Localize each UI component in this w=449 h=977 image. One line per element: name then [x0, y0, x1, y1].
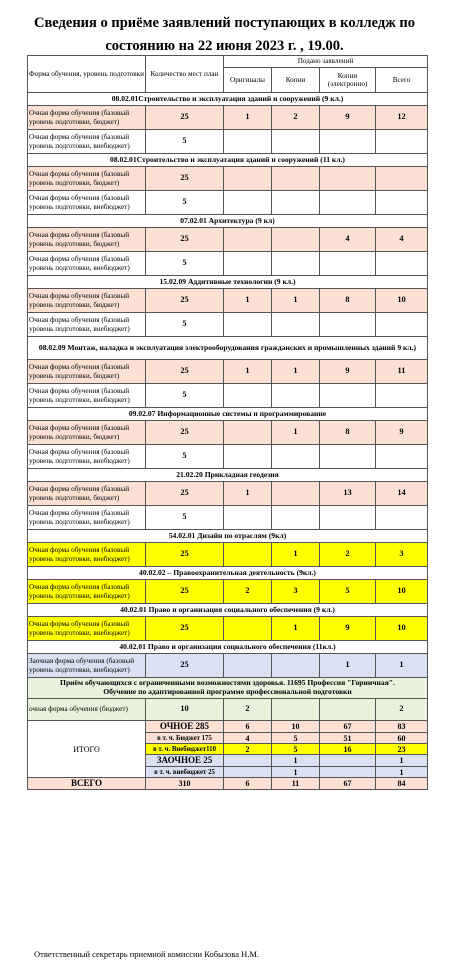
row-label: Очная форма обучения (базовый уровень подготовки, бюджет) — [28, 106, 146, 130]
el-value: 5 — [320, 580, 376, 604]
el-value — [320, 252, 376, 276]
table-row — [28, 289, 428, 313]
copies-value: 5 — [272, 744, 320, 755]
total-value — [376, 313, 428, 337]
table-row — [28, 106, 428, 130]
el-value: 13 — [320, 482, 376, 506]
totals-row-label: в т. ч. внебюджет 25 — [146, 767, 224, 778]
total-value: 14 — [376, 482, 428, 506]
places-value: 25 — [146, 228, 224, 252]
total-value: 11 — [376, 360, 428, 384]
total-value: 3 — [376, 543, 428, 567]
table-row — [28, 445, 428, 469]
row-label: Очная форма обучения (базовый уровень подготовки, внебюджет) — [28, 543, 146, 567]
section-title: 15.02.09 Аддитивные технологии (9 кл.) — [28, 276, 428, 289]
table-row — [28, 543, 428, 567]
places-value: 25 — [146, 580, 224, 604]
section-title: 40.02.02 – Правоохранительная деятельность (9кл.) — [28, 567, 428, 580]
copies-value — [272, 445, 320, 469]
totals-row-label: в т. ч. Бюджет 175 — [146, 733, 224, 744]
places-value: 25 — [146, 106, 224, 130]
copies-value — [272, 506, 320, 530]
special-line-2: Обучение по адаптированной программе профессиональной подготовки — [103, 687, 352, 696]
special-row — [28, 699, 428, 721]
section-title-row — [28, 567, 428, 580]
section-title: 21.02.20 Прикладная геодезия — [28, 469, 428, 482]
el-value: 9 — [320, 360, 376, 384]
section-title: 09.02.07 Информационные системы и программирование — [28, 408, 428, 421]
total-value: 9 — [376, 421, 428, 445]
total-value: 84 — [376, 778, 428, 790]
table-row — [28, 421, 428, 445]
copies-value — [272, 482, 320, 506]
total-value — [376, 384, 428, 408]
places-value: 25 — [146, 654, 224, 678]
el-value — [320, 445, 376, 469]
totals-row-label: ОЧНОЕ 285 — [146, 721, 224, 733]
places-value: 25 — [146, 360, 224, 384]
table-row — [28, 506, 428, 530]
row-label: очная форма обучения (бюджет) — [28, 699, 146, 721]
footer-signature: Ответственный секретарь приемной комиссии Кобызова Н.М. — [34, 949, 260, 959]
orig-value — [224, 167, 272, 191]
section-title-row — [28, 215, 428, 228]
section-title-row — [28, 337, 428, 360]
orig-value: 1 — [224, 482, 272, 506]
copies-value — [272, 167, 320, 191]
totals-row — [28, 721, 428, 733]
orig-value — [224, 617, 272, 641]
row-label: Очная форма обучения (базовый уровень подготовки, бюджет) — [28, 360, 146, 384]
el-value: 1 — [320, 654, 376, 678]
places-value: 25 — [146, 617, 224, 641]
orig-value — [224, 252, 272, 276]
total-value — [376, 191, 428, 215]
el-value: 8 — [320, 421, 376, 445]
total-value — [376, 167, 428, 191]
copies-value: 1 — [272, 767, 320, 778]
el-value: 2 — [320, 543, 376, 567]
copies-value — [272, 654, 320, 678]
copies-value: 1 — [272, 755, 320, 767]
orig-value — [224, 543, 272, 567]
header-copies: Копии — [272, 68, 320, 93]
orig-value: 1 — [224, 106, 272, 130]
row-label: Очная форма обучения (базовый уровень подготовки, внебюджет) — [28, 617, 146, 641]
section-title-row — [28, 154, 428, 167]
total-value: 23 — [376, 744, 428, 755]
header-form: Форма обучения, уровень подготовки — [28, 56, 146, 93]
orig-value — [224, 445, 272, 469]
el-value — [320, 699, 376, 721]
total-value — [376, 445, 428, 469]
el-value: 9 — [320, 106, 376, 130]
total-value — [376, 130, 428, 154]
places-value: 25 — [146, 482, 224, 506]
table-row — [28, 580, 428, 604]
el-value: 51 — [320, 733, 376, 744]
section-title: 40.02.01 Право и организация социального обеспечения (11кл.) — [28, 641, 428, 654]
section-title: 08.02.01Строительство и эксплуатация зданий и сооружений (9 кл.) — [28, 93, 428, 106]
orig-value — [224, 313, 272, 337]
row-label: Очная форма обучения (базовый уровень подготовки, внебюджет) — [28, 384, 146, 408]
total-value: 83 — [376, 721, 428, 733]
row-label: Очная форма обучения (базовый уровень подготовки, внебюджет) — [28, 445, 146, 469]
totals-row-label: в т. ч. Внебюджет110 — [146, 744, 224, 755]
table-row — [28, 130, 428, 154]
places-value: 25 — [146, 543, 224, 567]
row-label: Очная форма обучения (базовый уровень подготовки, бюджет) — [28, 421, 146, 445]
total-value: 10 — [376, 617, 428, 641]
orig-value: 2 — [224, 699, 272, 721]
section-title-row — [28, 408, 428, 421]
el-value: 4 — [320, 228, 376, 252]
table-row — [28, 360, 428, 384]
table-row — [28, 228, 428, 252]
copies-value: 1 — [272, 289, 320, 313]
section-title: 08.02.01Строительство и эксплуатация зданий и сооружений (11 кл.) — [28, 154, 428, 167]
row-label: Заочная форма обучения (базовый уровень подготовки, внебюджет) — [28, 654, 146, 678]
el-value — [320, 313, 376, 337]
places-value: 310 — [146, 778, 224, 790]
admissions-table — [27, 55, 428, 790]
section-title-row — [28, 276, 428, 289]
copies-value — [272, 313, 320, 337]
table-row — [28, 252, 428, 276]
places-value: 5 — [146, 313, 224, 337]
orig-value: 2 — [224, 580, 272, 604]
header-copies-el: Копии (электронно) — [320, 68, 376, 93]
copies-value — [272, 699, 320, 721]
section-title: 08.02.09 Монтаж, наладка и эксплуатация электрооборудования гражданских и промышленных зданий 9 кл.) — [28, 337, 428, 360]
copies-value — [272, 252, 320, 276]
table-row — [28, 191, 428, 215]
copies-value: 1 — [272, 543, 320, 567]
el-value — [320, 506, 376, 530]
row-label: Очная форма обучения (базовый уровень подготовки, внебюджет) — [28, 252, 146, 276]
special-section-row — [28, 678, 428, 699]
copies-value — [272, 130, 320, 154]
total-value: 10 — [376, 289, 428, 313]
el-value — [320, 167, 376, 191]
copies-value: 2 — [272, 106, 320, 130]
row-label: Очная форма обучения (базовый уровень подготовки, бюджет) — [28, 167, 146, 191]
special-section-title — [28, 678, 428, 699]
places-value: 5 — [146, 384, 224, 408]
total-value: 12 — [376, 106, 428, 130]
orig-value: 4 — [224, 733, 272, 744]
orig-value: 6 — [224, 721, 272, 733]
section-title: 07.02.01 Архитектура (9 кл) — [28, 215, 428, 228]
el-value — [320, 191, 376, 215]
places-value: 5 — [146, 252, 224, 276]
row-label: Очная форма обучения (базовый уровень подготовки, внебюджет) — [28, 313, 146, 337]
copies-value: 1 — [272, 421, 320, 445]
section-title-row — [28, 641, 428, 654]
places-value: 25 — [146, 421, 224, 445]
copies-value: 3 — [272, 580, 320, 604]
total-value: 1 — [376, 755, 428, 767]
section-title: 54.02.01 Дизайн по отраслям (9кл) — [28, 530, 428, 543]
table-row — [28, 617, 428, 641]
section-title-row — [28, 530, 428, 543]
table-row — [28, 654, 428, 678]
el-value — [320, 384, 376, 408]
el-value — [320, 755, 376, 767]
total-value: 60 — [376, 733, 428, 744]
header-submitted: Подано заявлений — [224, 56, 428, 68]
places-value: 25 — [146, 167, 224, 191]
el-value — [320, 130, 376, 154]
copies-value — [272, 228, 320, 252]
copies-value: 10 — [272, 721, 320, 733]
places-value: 10 — [146, 699, 224, 721]
copies-value: 11 — [272, 778, 320, 790]
copies-value: 1 — [272, 360, 320, 384]
page-subtitle: состоянию на 22 июня 2023 г. , 19.00. — [105, 38, 344, 54]
page-title: Сведения о приёме заявлений поступающих в колледж по — [34, 15, 415, 31]
section-title: 40.02.01 Право и организация социального обеспечения (9 кл.) — [28, 604, 428, 617]
table-row — [28, 384, 428, 408]
total-value: 1 — [376, 654, 428, 678]
total-value — [376, 506, 428, 530]
copies-value — [272, 191, 320, 215]
table-row — [28, 482, 428, 506]
total-value: 4 — [376, 228, 428, 252]
orig-value — [224, 384, 272, 408]
header-originals: Оригиналы — [224, 68, 272, 93]
orig-value: 1 — [224, 289, 272, 313]
orig-value — [224, 755, 272, 767]
row-label: Очная форма обучения (базовый уровень подготовки, бюджет) — [28, 482, 146, 506]
orig-value — [224, 654, 272, 678]
total-value: 10 — [376, 580, 428, 604]
copies-value — [272, 384, 320, 408]
places-value: 5 — [146, 130, 224, 154]
table-row — [28, 313, 428, 337]
header-total: Всего — [376, 68, 428, 93]
total-value: 1 — [376, 767, 428, 778]
orig-value — [224, 130, 272, 154]
section-title-row — [28, 604, 428, 617]
el-value: 8 — [320, 289, 376, 313]
copies-value: 5 — [272, 733, 320, 744]
special-line-1: Приём обучающихся с ограниченными возможностями здоровья. 11695 Профессия "Горничная". — [60, 678, 395, 688]
header-places: Количество мест план — [146, 56, 224, 93]
places-value: 25 — [146, 289, 224, 313]
section-title-row — [28, 93, 428, 106]
row-label: Очная форма обучения (базовый уровень подготовки, внебюджет) — [28, 130, 146, 154]
row-label: Очная форма обучения (базовый уровень подготовки, внебюджет) — [28, 191, 146, 215]
el-value: 67 — [320, 721, 376, 733]
orig-value — [224, 191, 272, 215]
row-label: Очная форма обучения (базовый уровень подготовки, бюджет) — [28, 228, 146, 252]
grand-total-row — [28, 778, 428, 790]
section-title-row — [28, 469, 428, 482]
orig-value — [224, 421, 272, 445]
total-value — [376, 252, 428, 276]
totals-label: ИТОГО — [28, 721, 146, 778]
totals-row-label: ЗАОЧНОЕ 25 — [146, 755, 224, 767]
places-value: 5 — [146, 191, 224, 215]
orig-value — [224, 767, 272, 778]
total-value: 2 — [376, 699, 428, 721]
el-value — [320, 767, 376, 778]
el-value: 67 — [320, 778, 376, 790]
row-label: Очная форма обучения (базовый уровень подготовки, внебюджет) — [28, 580, 146, 604]
orig-value — [224, 228, 272, 252]
el-value: 16 — [320, 744, 376, 755]
orig-value: 6 — [224, 778, 272, 790]
places-value: 5 — [146, 506, 224, 530]
orig-value: 2 — [224, 744, 272, 755]
el-value: 9 — [320, 617, 376, 641]
places-value: 5 — [146, 445, 224, 469]
orig-value — [224, 506, 272, 530]
row-label: Очная форма обучения (базовый уровень подготовки, внебюджет) — [28, 506, 146, 530]
row-label: Очная форма обучения (базовый уровень подготовки, бюджет) — [28, 289, 146, 313]
copies-value: 1 — [272, 617, 320, 641]
table-row — [28, 167, 428, 191]
orig-value: 1 — [224, 360, 272, 384]
grand-total-label: ВСЕГО — [28, 778, 146, 790]
